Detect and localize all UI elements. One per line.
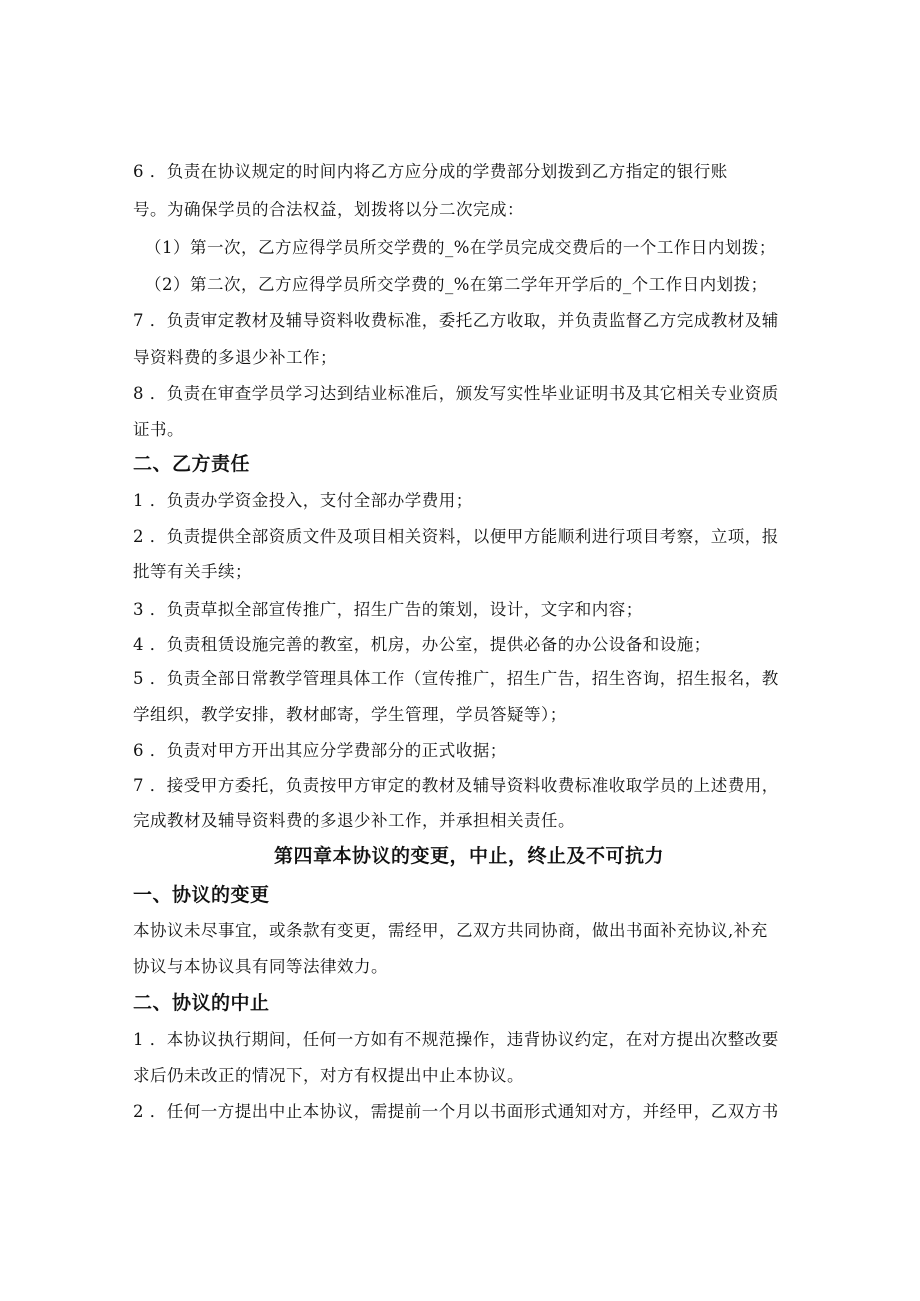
partyB-item2-line2: 批等有关手续； (133, 562, 252, 581)
partyA-item6-line1: 6 ．负责在协议规定的时间内将乙方应分成的学费部分划拨到乙方指定的银行账 (133, 162, 728, 181)
suspend-heading: 二、协议的中止 (133, 992, 270, 1014)
partyA-item6-sub1: （1）第一次，乙方应得学员所交学费的_%在学员完成交费后的一个工作日内划拨； (145, 238, 776, 257)
partyB-item1: 1 ．负责办学资金投入，支付全部办学费用； (133, 491, 473, 510)
suspend-item1-line1: 1 ．本协议执行期间，任何一方如有不规范操作，违背协议约定，在对方提出次整改要 (133, 1030, 779, 1049)
change-text-line1: 本协议未尽事宜，或条款有变更，需经甲，乙双方共同协商，做出书面补充协议,补充 (133, 921, 768, 940)
partyA-item8-line2: 证书。 (133, 420, 184, 439)
partyB-heading: 二、乙方责任 (133, 453, 251, 475)
suspend-item1-line2: 求后仍未改正的情况下，对方有权提出中止本协议。 (133, 1066, 524, 1085)
partyB-item3: 3 ．负责草拟全部宣传推广，招生广告的策划，设计，文字和内容； (133, 600, 643, 619)
partyB-item7-line2: 完成教材及辅导资料费的多退少补工作，并承担相关责任。 (133, 811, 575, 830)
chapter-title: 第四章本协议的变更，中止，终止及不可抗力 (273, 845, 664, 867)
suspend-item2-line1: 2 ．任何一方提出中止本协议，需提前一个月以书面形式通知对方，并经甲，乙双方书 (133, 1102, 779, 1121)
partyA-item7-line2: 导资料费的多退少补工作； (133, 348, 337, 367)
partyB-item7-line1: 7 ．接受甲方委托，负责按甲方审定的教材及辅导资料收费标准收取学员的上述费用， (133, 776, 779, 795)
partyB-item6: 6 ．负责对甲方开出其应分学费部分的正式收据； (133, 741, 507, 760)
change-heading: 一、协议的变更 (133, 884, 270, 906)
partyA-item6-line2: 号。为确保学员的合法权益，划拨将以分二次完成： (133, 200, 524, 219)
partyB-item5-line2: 学组织，教学安排，教材邮寄，学生管理，学员答疑等）； (133, 705, 567, 724)
partyB-item2-line1: 2 ．负责提供全部资质文件及项目相关资料，以便甲方能顺利进行项目考察，立项，报 (133, 527, 779, 546)
partyA-item7-line1: 7 ．负责审定教材及辅导资料收费标准，委托乙方收取，并负责监督乙方完成教材及辅 (133, 311, 779, 330)
partyA-item8-line1: 8 ．负责在审查学员学习达到结业标准后，颁发写实性毕业证明书及其它相关专业资质 (133, 384, 779, 403)
partyA-item6-sub2: （2）第二次，乙方应得学员所交学费的_%在第二学年开学后的_个工作日内划拨； (145, 275, 768, 294)
change-text-line2: 协议与本协议具有同等法律效力。 (133, 957, 388, 976)
partyB-item5-line1: 5 ．负责全部日常教学管理具体工作（宣传推广，招生广告，招生咨询，招生报名，教 (133, 669, 779, 688)
partyB-item4: 4 ．负责租赁设施完善的教室，机房，办公室，提供必备的办公设备和设施； (133, 635, 711, 654)
